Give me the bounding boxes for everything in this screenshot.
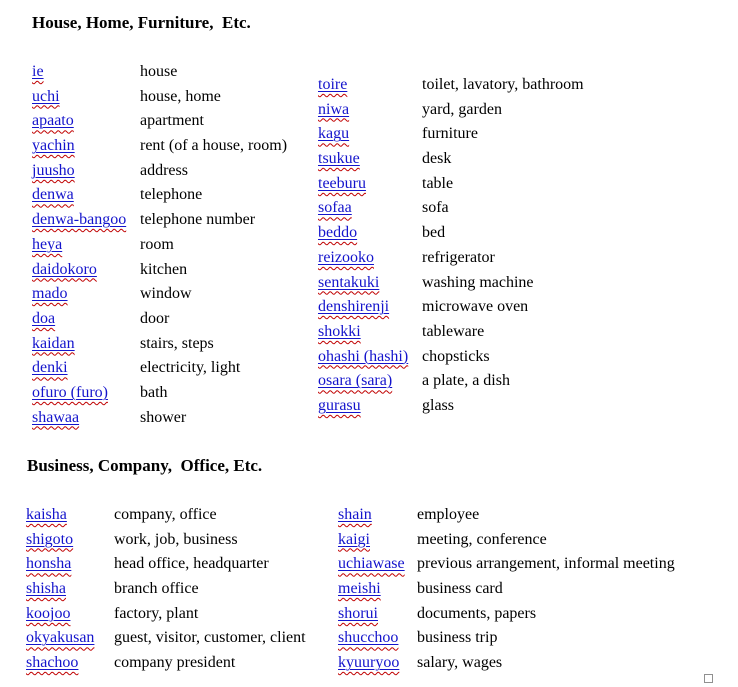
term-link[interactable]: meishi xyxy=(338,580,381,598)
term-link[interactable]: osara (sara) xyxy=(318,372,393,390)
vocab-row xyxy=(338,505,675,530)
definition-text: table xyxy=(422,174,454,192)
definition-text: house, home xyxy=(140,87,221,105)
spellcheck-squiggle xyxy=(32,409,79,426)
term-link[interactable]: ofuro (furo) xyxy=(32,383,108,401)
definition-text: room xyxy=(140,235,174,253)
term-link[interactable]: uchiawase xyxy=(338,555,405,573)
term-link[interactable]: tsukue xyxy=(318,150,360,168)
spellcheck-squiggle xyxy=(318,348,408,365)
term-link[interactable]: ohashi (hashi) xyxy=(318,347,409,365)
spellcheck-squiggle xyxy=(338,580,381,597)
spellcheck-squiggle xyxy=(338,555,405,572)
term-cell xyxy=(338,604,417,624)
vocab-row xyxy=(318,149,584,174)
definition-text: employee xyxy=(417,506,480,523)
term-link[interactable]: daidokoro xyxy=(32,260,97,278)
vocab-row xyxy=(318,322,584,347)
definition-text: branch office xyxy=(114,580,199,598)
vocab-row xyxy=(318,371,584,396)
vocab-column-business-right xyxy=(338,505,675,678)
spellcheck-squiggle xyxy=(32,211,126,228)
term-cell xyxy=(26,604,114,624)
definition-text: yard, garden xyxy=(422,100,502,118)
term-link[interactable]: reizooko xyxy=(318,248,374,266)
vocab-row xyxy=(318,347,584,372)
definition-text: salary, wages xyxy=(417,654,503,672)
definition-text: kitchen xyxy=(140,260,188,278)
term-cell xyxy=(26,554,114,574)
vocab-row xyxy=(32,408,287,433)
definition-text: chopsticks xyxy=(422,347,490,365)
definition-text: stairs, steps xyxy=(140,334,214,352)
vocab-column-business-left xyxy=(26,505,306,678)
term-link[interactable]: mado xyxy=(32,285,68,303)
definition-text: sofa xyxy=(422,199,449,217)
definition-text: furniture xyxy=(422,125,478,143)
term-cell xyxy=(318,174,422,194)
definition-text: window xyxy=(140,285,192,303)
definition-text: meeting, conference xyxy=(417,530,547,548)
vocab-row xyxy=(32,284,287,309)
spellcheck-squiggle xyxy=(338,629,398,646)
term-cell xyxy=(32,334,140,354)
term-link[interactable]: uchi xyxy=(32,87,60,105)
definition-text: business card xyxy=(417,580,503,598)
definition-text: a plate, a dish xyxy=(422,372,510,390)
term-link[interactable]: koojoo xyxy=(26,604,71,622)
term-link[interactable]: toire xyxy=(318,76,348,93)
definition-text: head office, headquarter xyxy=(114,555,269,573)
term-cell xyxy=(318,223,422,243)
term-link[interactable]: sentakuki xyxy=(318,273,380,291)
term-link[interactable]: kagu xyxy=(318,125,350,143)
vocab-row xyxy=(26,530,306,555)
term-link[interactable]: shucchoo xyxy=(338,629,399,647)
definition-text: rent (of a house, room) xyxy=(140,137,288,155)
term-cell xyxy=(26,579,114,599)
term-link[interactable]: denshirenji xyxy=(318,298,390,316)
definition-text: door xyxy=(140,309,170,327)
term-cell xyxy=(32,358,140,378)
vocab-row xyxy=(318,273,584,298)
definition-text: toilet, lavatory, bathroom xyxy=(422,76,584,93)
vocab-row xyxy=(338,554,675,579)
term-link[interactable]: heya xyxy=(32,235,63,253)
vocab-row xyxy=(338,653,675,678)
spellcheck-squiggle xyxy=(26,531,73,548)
spellcheck-squiggle xyxy=(32,88,60,105)
term-link[interactable]: okyakusan xyxy=(26,629,95,647)
term-cell xyxy=(318,371,422,391)
term-cell xyxy=(26,530,114,550)
spellcheck-squiggle xyxy=(26,580,66,597)
term-link[interactable]: shokki xyxy=(318,322,361,340)
spellcheck-squiggle xyxy=(26,629,94,646)
term-link[interactable]: teeburu xyxy=(318,174,366,192)
term-cell xyxy=(318,297,422,317)
definition-text: bath xyxy=(140,383,168,401)
term-link[interactable]: juusho xyxy=(32,161,75,179)
term-cell xyxy=(338,530,417,550)
vocab-row xyxy=(32,87,287,112)
definition-text: house xyxy=(140,63,178,80)
definition-text: factory, plant xyxy=(114,604,199,622)
definition-text: bed xyxy=(422,224,446,242)
spellcheck-squiggle xyxy=(26,605,70,622)
vocab-row xyxy=(32,111,287,136)
term-cell xyxy=(32,408,140,428)
vocab-row xyxy=(338,628,675,653)
definition-text: business trip xyxy=(417,629,498,647)
term-link[interactable]: apaato xyxy=(32,112,74,130)
definition-text: tableware xyxy=(422,322,485,340)
term-cell xyxy=(32,235,140,255)
spellcheck-squiggle xyxy=(318,224,357,241)
term-link[interactable]: shisha xyxy=(26,580,66,598)
term-link[interactable]: shigoto xyxy=(26,530,74,548)
vocab-row xyxy=(32,383,287,408)
term-link[interactable]: ie xyxy=(32,63,44,80)
spellcheck-squiggle xyxy=(32,384,108,401)
spellcheck-squiggle xyxy=(32,162,75,179)
vocab-row xyxy=(318,396,584,421)
term-cell xyxy=(318,273,422,293)
term-link[interactable]: sofaa xyxy=(318,199,352,217)
term-cell xyxy=(32,185,140,205)
term-link[interactable]: kaigi xyxy=(338,530,370,548)
vocab-row xyxy=(32,358,287,383)
spellcheck-squiggle xyxy=(318,199,352,216)
vocab-row xyxy=(32,185,287,210)
term-cell xyxy=(32,260,140,280)
vocab-column-house-left xyxy=(32,62,287,432)
spellcheck-squiggle xyxy=(318,150,360,167)
end-of-document-marker xyxy=(704,674,713,683)
vocab-row xyxy=(26,604,306,629)
term-cell xyxy=(318,198,422,218)
term-cell xyxy=(338,628,417,648)
term-cell xyxy=(338,579,417,599)
spellcheck-squiggle xyxy=(26,506,67,523)
spellcheck-squiggle xyxy=(32,236,62,253)
term-link[interactable]: shorui xyxy=(338,604,378,622)
term-link[interactable]: denwa-bangoo xyxy=(32,211,127,229)
spellcheck-squiggle xyxy=(318,274,379,291)
definition-text: telephone xyxy=(140,186,203,204)
vocab-row xyxy=(32,161,287,186)
term-link[interactable]: shawaa xyxy=(32,408,80,426)
term-link[interactable]: kyuuryoo xyxy=(338,654,400,672)
term-cell xyxy=(26,628,114,648)
vocab-row xyxy=(26,505,306,530)
definition-text: guest, visitor, customer, client xyxy=(114,629,306,647)
spellcheck-squiggle xyxy=(32,359,68,376)
term-cell xyxy=(318,396,422,416)
term-cell xyxy=(32,383,140,403)
spellcheck-squiggle xyxy=(32,63,44,80)
definition-text: documents, papers xyxy=(417,604,537,622)
term-cell xyxy=(32,87,140,107)
term-cell xyxy=(318,347,422,367)
term-cell xyxy=(338,653,417,673)
vocab-row xyxy=(26,579,306,604)
vocab-column-house-right xyxy=(318,75,584,421)
term-cell xyxy=(32,284,140,304)
term-cell xyxy=(338,554,417,574)
spellcheck-squiggle xyxy=(32,310,55,327)
term-cell xyxy=(318,124,422,144)
spellcheck-squiggle xyxy=(338,605,378,622)
term-link[interactable]: shain xyxy=(338,506,372,523)
definition-text: microwave oven xyxy=(422,298,529,316)
spellcheck-squiggle xyxy=(32,261,97,278)
vocab-row xyxy=(318,198,584,223)
vocab-row xyxy=(32,260,287,285)
vocab-row xyxy=(32,235,287,260)
vocab-row xyxy=(318,223,584,248)
vocab-row xyxy=(338,579,675,604)
spellcheck-squiggle xyxy=(338,531,370,548)
spellcheck-squiggle xyxy=(26,654,78,671)
vocab-row xyxy=(26,653,306,678)
vocab-row xyxy=(26,554,306,579)
vocab-row xyxy=(32,136,287,161)
term-link[interactable]: kaidan xyxy=(32,334,75,352)
term-link[interactable]: shachoo xyxy=(26,654,79,672)
term-cell xyxy=(32,62,140,82)
term-link[interactable]: kaisha xyxy=(26,506,67,523)
term-cell xyxy=(32,210,140,230)
vocab-row xyxy=(338,530,675,555)
definition-text: previous arrangement, informal meeting xyxy=(417,555,675,573)
vocab-row xyxy=(32,334,287,359)
spellcheck-squiggle xyxy=(318,175,366,192)
term-cell xyxy=(32,309,140,329)
term-link[interactable]: doa xyxy=(32,309,56,327)
term-link[interactable]: yachin xyxy=(32,137,75,155)
term-cell xyxy=(32,136,140,156)
term-link[interactable]: denki xyxy=(32,359,68,377)
vocab-row xyxy=(32,210,287,235)
term-link[interactable]: niwa xyxy=(318,100,350,118)
definition-text: company, office xyxy=(114,506,217,523)
spellcheck-squiggle xyxy=(318,298,389,315)
definition-text: glass xyxy=(422,396,454,414)
spellcheck-squiggle xyxy=(318,397,361,414)
term-link[interactable]: denwa xyxy=(32,186,74,204)
definition-text: address xyxy=(140,161,188,179)
section-heading-business: Business, Company, Office, Etc. xyxy=(27,456,263,475)
definition-text: telephone number xyxy=(140,211,256,229)
term-cell xyxy=(318,322,422,342)
vocab-row xyxy=(318,297,584,322)
vocab-row xyxy=(32,309,287,334)
vocab-row xyxy=(318,75,584,100)
spellcheck-squiggle xyxy=(318,372,392,389)
vocab-row xyxy=(318,124,584,149)
spellcheck-squiggle xyxy=(32,186,74,203)
term-cell xyxy=(26,505,114,525)
term-cell xyxy=(318,149,422,169)
term-cell xyxy=(26,653,114,673)
definition-text: company president xyxy=(114,654,236,672)
definition-text: desk xyxy=(422,150,452,168)
term-cell xyxy=(318,75,422,95)
definition-text: work, job, business xyxy=(114,530,238,548)
term-link[interactable]: beddo xyxy=(318,224,358,242)
vocab-row xyxy=(318,174,584,199)
vocab-row xyxy=(318,248,584,273)
spellcheck-squiggle xyxy=(318,249,374,266)
spellcheck-squiggle xyxy=(32,285,68,302)
spellcheck-squiggle xyxy=(26,555,71,572)
definition-text: apartment xyxy=(140,112,204,130)
definition-text: shower xyxy=(140,408,187,426)
spellcheck-squiggle xyxy=(338,654,399,671)
term-cell xyxy=(32,161,140,181)
spellcheck-squiggle xyxy=(32,335,75,352)
definition-text: washing machine xyxy=(422,273,534,291)
term-cell xyxy=(338,505,417,525)
spellcheck-squiggle xyxy=(318,125,349,142)
term-link[interactable]: honsha xyxy=(26,555,72,573)
definition-text: electricity, light xyxy=(140,359,241,377)
spellcheck-squiggle xyxy=(318,76,347,93)
spellcheck-squiggle xyxy=(32,137,75,154)
term-link[interactable]: gurasu xyxy=(318,396,361,414)
term-cell xyxy=(32,111,140,131)
vocab-row xyxy=(32,62,287,87)
term-cell xyxy=(318,100,422,120)
spellcheck-squiggle xyxy=(318,101,349,118)
section-heading-house: House, Home, Furniture, Etc. xyxy=(32,13,251,32)
term-cell xyxy=(318,248,422,268)
vocab-row xyxy=(318,100,584,125)
definition-text: refrigerator xyxy=(422,248,495,266)
spellcheck-squiggle xyxy=(32,112,74,129)
spellcheck-squiggle xyxy=(318,323,361,340)
spellcheck-squiggle xyxy=(338,506,372,523)
vocab-row xyxy=(26,628,306,653)
vocab-row xyxy=(338,604,675,629)
